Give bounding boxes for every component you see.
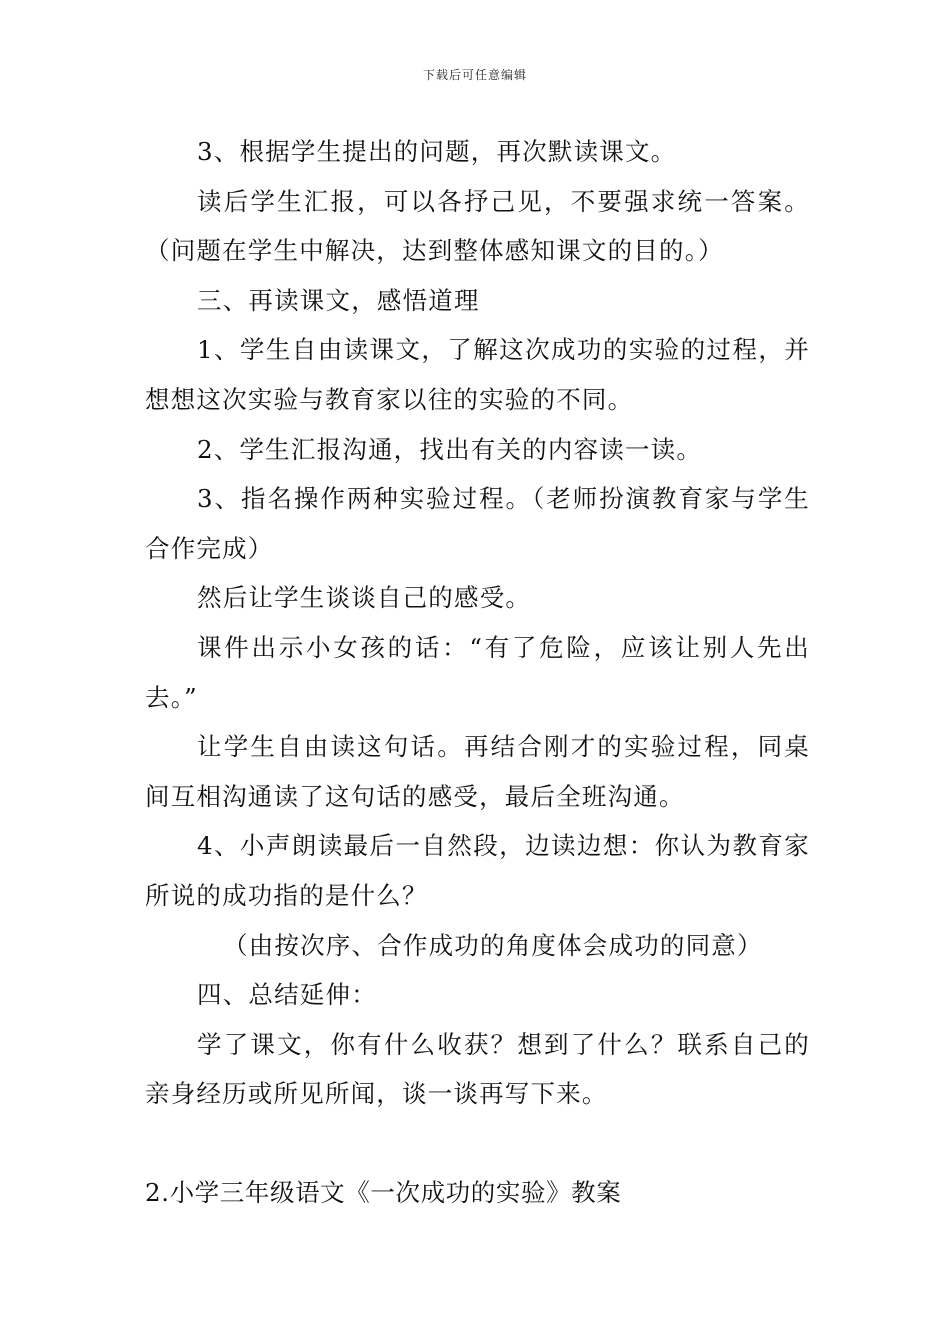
document-body [145, 127, 810, 1218]
paragraph-section-three-heading: 三、再读课文，感悟道理 [197, 285, 480, 315]
paragraph-summary: 学了课文，你有什么收获？想到了什么？联系自己的亲身经历或所见所闻，谈一谈再写下来。 [145, 1029, 810, 1109]
paragraph-success-meaning: （由按次序、合作成功的角度体会成功的同意） [223, 930, 763, 960]
paragraph-report: 读后学生汇报，可以各抒己见，不要强求统一答案。（问题在学生中解决，达到整体感知课文的目的。） [145, 186, 810, 266]
paragraph-step-4-last-paragraph: 4、小声朗读最后一自然段，边读边想：你认为教育家所说的成功指的是什么？ [145, 831, 810, 910]
paragraph-section-four-heading: 四、总结延伸： [197, 980, 377, 1010]
paragraph-step-3-reread: 3、根据学生提出的问题，再次默读课文。 [197, 137, 677, 166]
paragraph-free-read-sentence: 让学生自由读这句话。再结合刚才的实验过程，同桌间互相沟通读了这句话的感受，最后全班沟通。 [145, 732, 810, 811]
paragraph-step-3-experiment: 3、指名操作两种实验过程。（老师扮演教育家与学生合作完成） [145, 484, 810, 563]
blank-line [145, 1119, 810, 1169]
paragraph-step-1-free-read: 1、学生自由读课文，了解这次成功的实验的过程，并想想这次实验与教育家以往的实验的不同。 [145, 335, 810, 414]
paragraph-step-2-report: 2、学生汇报沟通，找出有关的内容读一读。 [197, 434, 703, 464]
paragraph-feelings: 然后让学生谈谈自己的感受。 [197, 583, 532, 613]
section-title: 2.小学三年级语文《一次成功的实验》教案 [145, 1178, 622, 1208]
paragraph-courseware-quote: 课件出示小女孩的话：“有了危险，应该让别人先出去。” [145, 632, 810, 712]
page-header: 下载后可任意编辑 [422, 68, 527, 82]
